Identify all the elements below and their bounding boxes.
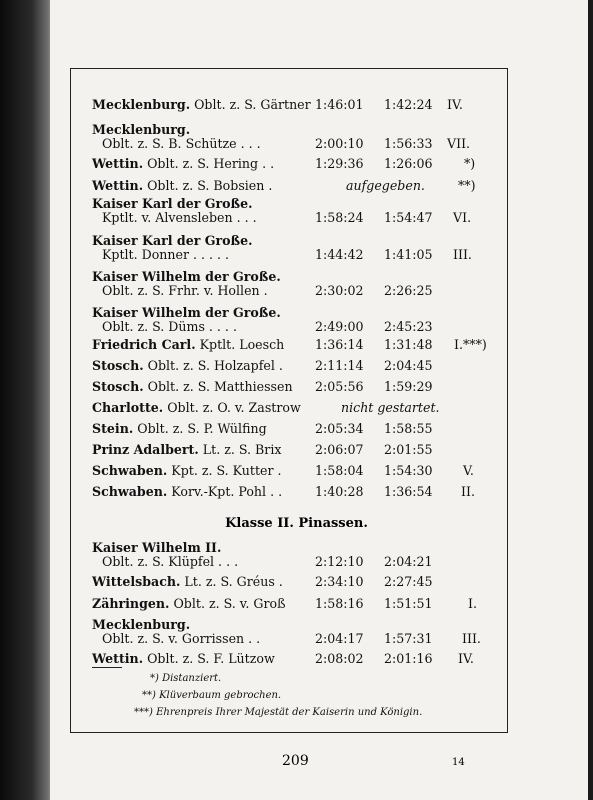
corrected-time: 1:51:51 [384, 596, 433, 611]
ship-name: Kaiser Karl der Große. [92, 233, 253, 248]
result-row [92, 379, 512, 397]
ship-name: Stein. [92, 421, 134, 436]
result-row [92, 337, 512, 355]
ship-name: Kaiser Wilhelm der Große. [92, 305, 281, 320]
skipper-name: Oblt. z. O. v. Zastrow [167, 400, 301, 415]
corrected-time: 1:58:55 [384, 421, 433, 436]
remark: nicht gestartet. [341, 400, 440, 415]
skipper-name: Oblt. z. S. Matthiessen [147, 379, 293, 394]
elapsed-time: 2:04:17 [315, 631, 364, 646]
ship-name: Mecklenburg. [92, 97, 191, 112]
result-row [92, 463, 512, 481]
corrected-time: 2:27:45 [384, 574, 433, 589]
result-row [92, 442, 512, 460]
result-row [102, 554, 522, 572]
elapsed-time: 1:46:01 [315, 97, 364, 112]
skipper-name: Lt. z. S. Brix [202, 442, 282, 457]
ship-name: Wittelsbach. [92, 574, 181, 589]
result-row [92, 400, 512, 418]
ship-name: Mecklenburg. [92, 122, 191, 137]
elapsed-time: 2:05:56 [315, 379, 364, 394]
skipper-name: Oblt. z. S. F. Lützow [147, 651, 275, 666]
placing: *) [464, 156, 476, 171]
result-row [102, 136, 522, 154]
result-row [102, 247, 522, 265]
elapsed-time: 1:58:16 [315, 596, 364, 611]
elapsed-time: 1:58:04 [315, 463, 364, 478]
result-row [102, 283, 522, 301]
remark: aufgegeben. [346, 178, 425, 193]
result-row [92, 596, 512, 614]
corrected-time: 1:31:48 [384, 337, 433, 352]
footnote: ***) Ehrenpreis Ihrer Majestät der Kaiserin und Königin. [134, 707, 423, 718]
corrected-time: 1:41:05 [384, 247, 433, 262]
result-row [102, 631, 522, 649]
skipper-name: Oblt. z. S. P. Wülfing [137, 421, 267, 436]
skipper-name: Oblt. z. S. v. Gorrissen . . [102, 631, 261, 646]
corrected-time: 1:59:29 [384, 379, 433, 394]
skipper-name: Oblt. z. S. v. Groß [173, 596, 286, 611]
corrected-time: 1:54:30 [384, 463, 433, 478]
skipper-name: Kptlt. Donner . . . . . [102, 247, 230, 262]
result-row [92, 358, 512, 376]
result-row [92, 178, 512, 196]
ship-name: Schwaben. [92, 463, 168, 478]
skipper-name: Oblt. z. S. Frhr. v. Hollen . [102, 283, 268, 298]
ship-name: Wettin. [92, 178, 144, 193]
elapsed-time: 1:29:36 [315, 156, 364, 171]
corrected-time: 1:57:31 [384, 631, 433, 646]
corrected-time: 2:04:45 [384, 358, 433, 373]
elapsed-time: 2:34:10 [315, 574, 364, 589]
skipper-name: Oblt. z. S. Hering . . [147, 156, 275, 171]
skipper-name: Kptlt. v. Alvensleben . . . [102, 210, 257, 225]
corrected-time: 1:42:24 [384, 97, 433, 112]
skipper-name: Oblt. z. S. Klüpfel . . . [102, 554, 239, 569]
ship-name: Prinz Adalbert. [92, 442, 199, 457]
ship-name: Zähringen. [92, 596, 170, 611]
elapsed-time: 2:08:02 [315, 651, 364, 666]
skipper-name: Oblt. z. S. Gärtner [194, 97, 311, 112]
placing: V. [463, 463, 474, 478]
placing: II. [461, 484, 475, 499]
signature-mark: 14 [452, 757, 465, 768]
result-row [92, 651, 512, 669]
elapsed-time: 2:11:14 [315, 358, 364, 373]
ship-name: Friedrich Carl. [92, 337, 196, 352]
elapsed-time: 1:44:42 [315, 247, 364, 262]
elapsed-time: 2:06:07 [315, 442, 364, 457]
skipper-name: Lt. z. S. Gréus . [184, 574, 283, 589]
ship-name: Stosch. [92, 358, 144, 373]
skipper-name: Oblt. z. S. B. Schütze . . . [102, 136, 261, 151]
placing: VI. [453, 210, 472, 225]
placing: III. [453, 247, 472, 262]
result-row [102, 210, 522, 228]
ship-name: Charlotte. [92, 400, 164, 415]
result-row [92, 574, 512, 592]
corrected-time: 2:04:21 [384, 554, 433, 569]
skipper-name: Oblt. z. S. Holzapfel . [147, 358, 283, 373]
section-title: Klasse II. Pinassen. [225, 516, 368, 531]
placing: VII. [447, 136, 471, 151]
skipper-name: Oblt. z. S. Düms . . . . [102, 319, 237, 334]
result-row [92, 421, 512, 439]
ship-name: Schwaben. [92, 484, 168, 499]
skipper-name: Oblt. z. S. Bobsien . [147, 178, 273, 193]
corrected-time: 2:26:25 [384, 283, 433, 298]
corrected-time: 2:01:55 [384, 442, 433, 457]
placing: IV. [458, 651, 474, 666]
footnote-rule [92, 667, 122, 668]
corrected-time: 1:56:33 [384, 136, 433, 151]
result-row [92, 484, 512, 502]
corrected-time: 1:26:06 [384, 156, 433, 171]
placing: I. [468, 596, 477, 611]
page-edge [588, 0, 593, 800]
ship-name: Wettin. [92, 156, 144, 171]
elapsed-time: 1:40:28 [315, 484, 364, 499]
elapsed-time: 2:05:34 [315, 421, 364, 436]
placing: III. [462, 631, 481, 646]
skipper-name: Kptlt. Loesch [199, 337, 285, 352]
elapsed-time: 2:30:02 [315, 283, 364, 298]
elapsed-time: 2:12:10 [315, 554, 364, 569]
footnote: **) Klüverbaum gebrochen. [142, 690, 282, 701]
ship-name: Wettin. [92, 651, 144, 666]
ship-name: Kaiser Karl der Große. [92, 196, 253, 211]
result-row [92, 97, 512, 115]
ship-name: Mecklenburg. [92, 617, 191, 632]
placing: I.***) [454, 337, 487, 352]
elapsed-time: 1:36:14 [315, 337, 364, 352]
placing: **) [458, 178, 476, 193]
elapsed-time: 2:49:00 [315, 319, 364, 334]
result-row [102, 319, 522, 337]
corrected-time: 1:36:54 [384, 484, 433, 499]
result-row [92, 156, 512, 174]
corrected-time: 2:45:23 [384, 319, 433, 334]
placing: IV. [447, 97, 463, 112]
elapsed-time: 2:00:10 [315, 136, 364, 151]
skipper-name: Kpt. z. S. Kutter . [171, 463, 282, 478]
ship-name: Stosch. [92, 379, 144, 394]
ship-name: Kaiser Wilhelm II. [92, 540, 222, 555]
corrected-time: 2:01:16 [384, 651, 433, 666]
ship-name: Kaiser Wilhelm der Große. [92, 269, 281, 284]
elapsed-time: 1:58:24 [315, 210, 364, 225]
page-number: 209 [282, 753, 309, 769]
footnote: *) Distanziert. [150, 673, 222, 684]
corrected-time: 1:54:47 [384, 210, 433, 225]
skipper-name: Korv.-Kpt. Pohl . . [171, 484, 283, 499]
